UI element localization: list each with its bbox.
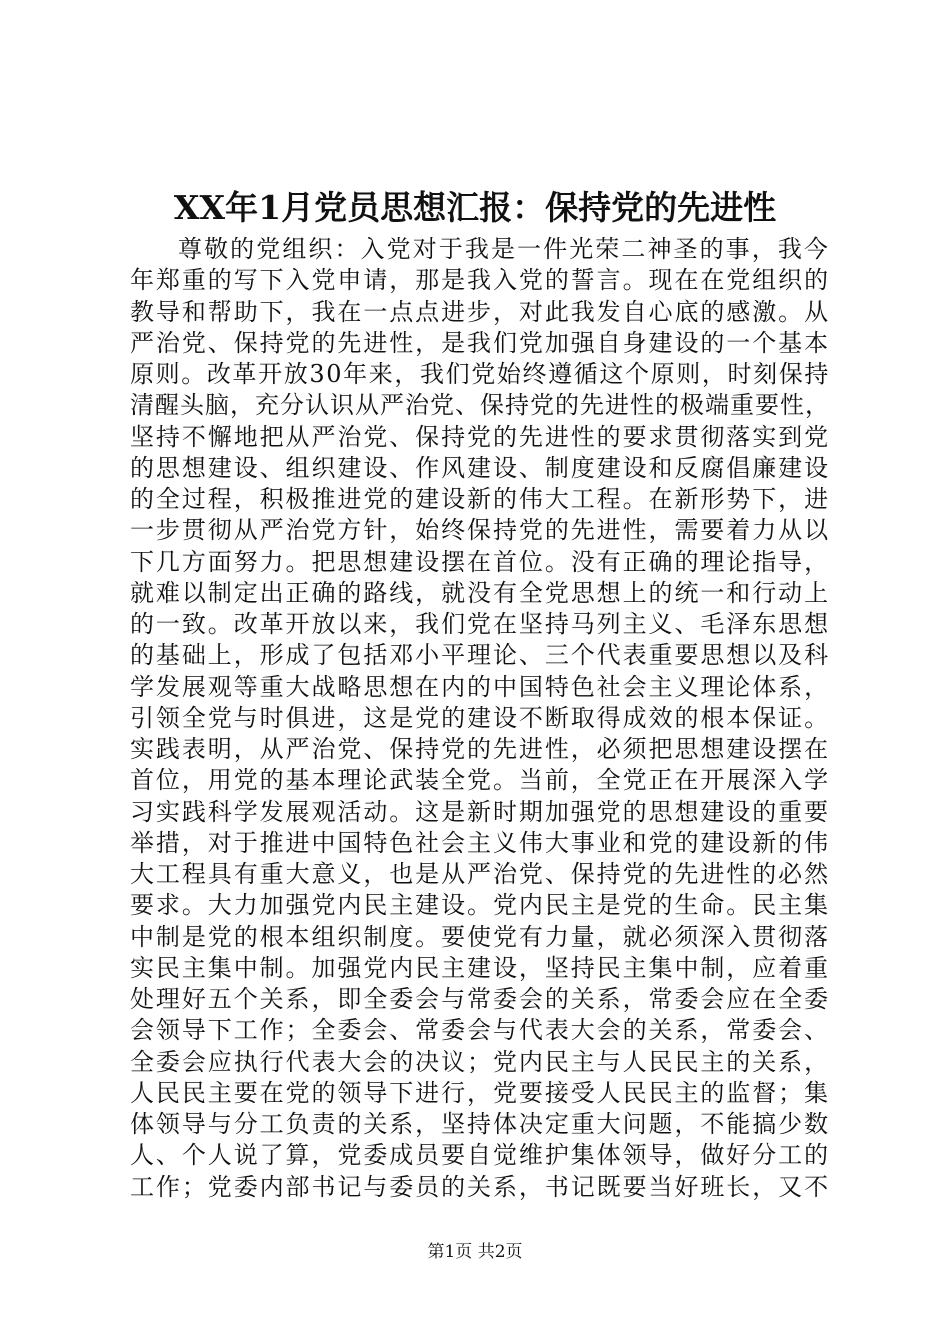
document-body [130,234,830,1203]
body-line: 就难以制定出正确的路线，就没有全党思想上的统一和行动上 [130,578,830,607]
body-line: 实践表明，从严治党、保持党的先进性，必须把思想建设摆在 [130,735,830,763]
body-line: 的思想建设、组织建设、作风建设、制度建设和反腐倡廉建设 [130,453,830,482]
body-line: 会领导下工作；全委会、常委会与代表大会的关系，常委会、 [130,1016,830,1045]
body-line: 中制是党的根本组织制度。要使党有力量，就必须深入贯彻落 [130,922,830,951]
body-line: 的一致。改革开放以来，我们党在坚持马列主义、毛泽东思想 [130,610,830,638]
body-line: 体领导与分工负责的关系，坚持体决定重大问题，不能搞少数 [130,1110,830,1138]
body-line: 人民民主要在党的领导下进行，党要接受人民民主的监督；集 [130,1078,830,1107]
body-line: 处理好五个关系，即全委会与常委会的关系，常委会应在全委 [130,985,830,1013]
body-line: 举措，对于推进中国特色社会主义伟大事业和党的建设新的伟 [130,828,830,857]
body-line: 一步贯彻从严治党方针，始终保持党的先进性，需要着力从以 [130,516,830,545]
body-line: 全委会应执行代表大会的决议；党内民主与人民民主的关系， [130,1047,830,1076]
document-title: XX年1月党员思想汇报：保持党的先进性 [173,188,777,227]
body-line: 年郑重的写下入党申请，那是我入党的誓言。现在在党组织的 [130,266,830,295]
body-line: 原则。改革开放30年来，我们党始终遵循这个原则，时刻保持 [130,360,830,388]
body-line: 要求。大力加强党内民主建设。党内民主是党的生命。民主集 [130,891,830,920]
body-line: 教导和帮助下，我在一点点进步，对此我发自心底的感激。从 [130,297,830,326]
body-line: 工作；党委内部书记与委员的关系，书记既要当好班长，又不 [130,1172,830,1201]
body-line: 坚持不懈地把从严治党、保持党的先进性的要求贯彻落实到党 [130,422,830,451]
body-line: 实民主集中制。加强党内民主建设，坚持民主集中制，应着重 [130,953,830,982]
body-line: 首位，用党的基本理论武装全党。当前，全党正在开展深入学 [130,766,830,795]
body-line: 大工程具有重大意义，也是从严治党、保持党的先进性的必然 [130,860,830,888]
body-line: 的全过程，积极推进党的建设新的伟大工程。在新形势下，进 [130,485,830,513]
body-line: 尊敬的党组织：入党对于我是一件光荣二神圣的事，我今 [178,235,830,263]
body-line: 严治党、保持党的先进性，是我们党加强自身建设的一个基本 [130,328,830,357]
body-line: 引领全党与时俱进，这是党的建设不断取得成效的根本保证。 [130,703,830,732]
page-number-footer: 第1页 共2页 [427,1242,523,1262]
body-line: 学发展观等重大战略思想在内的中国特色社会主义理论体系， [130,672,830,701]
body-line: 下几方面努力。把思想建设摆在首位。没有正确的理论指导， [130,547,830,576]
body-line: 清醒头脑，充分认识从严治党、保持党的先进性的极端重要性， [130,391,830,420]
body-line: 习实践科学发展观活动。这是新时期加强党的思想建设的重要 [130,797,830,826]
body-line: 人、个人说了算，党委成员要自觉维护集体领导，做好分工的 [130,1141,830,1170]
body-line: 的基础上，形成了包括邓小平理论、三个代表重要思想以及科 [130,641,830,670]
